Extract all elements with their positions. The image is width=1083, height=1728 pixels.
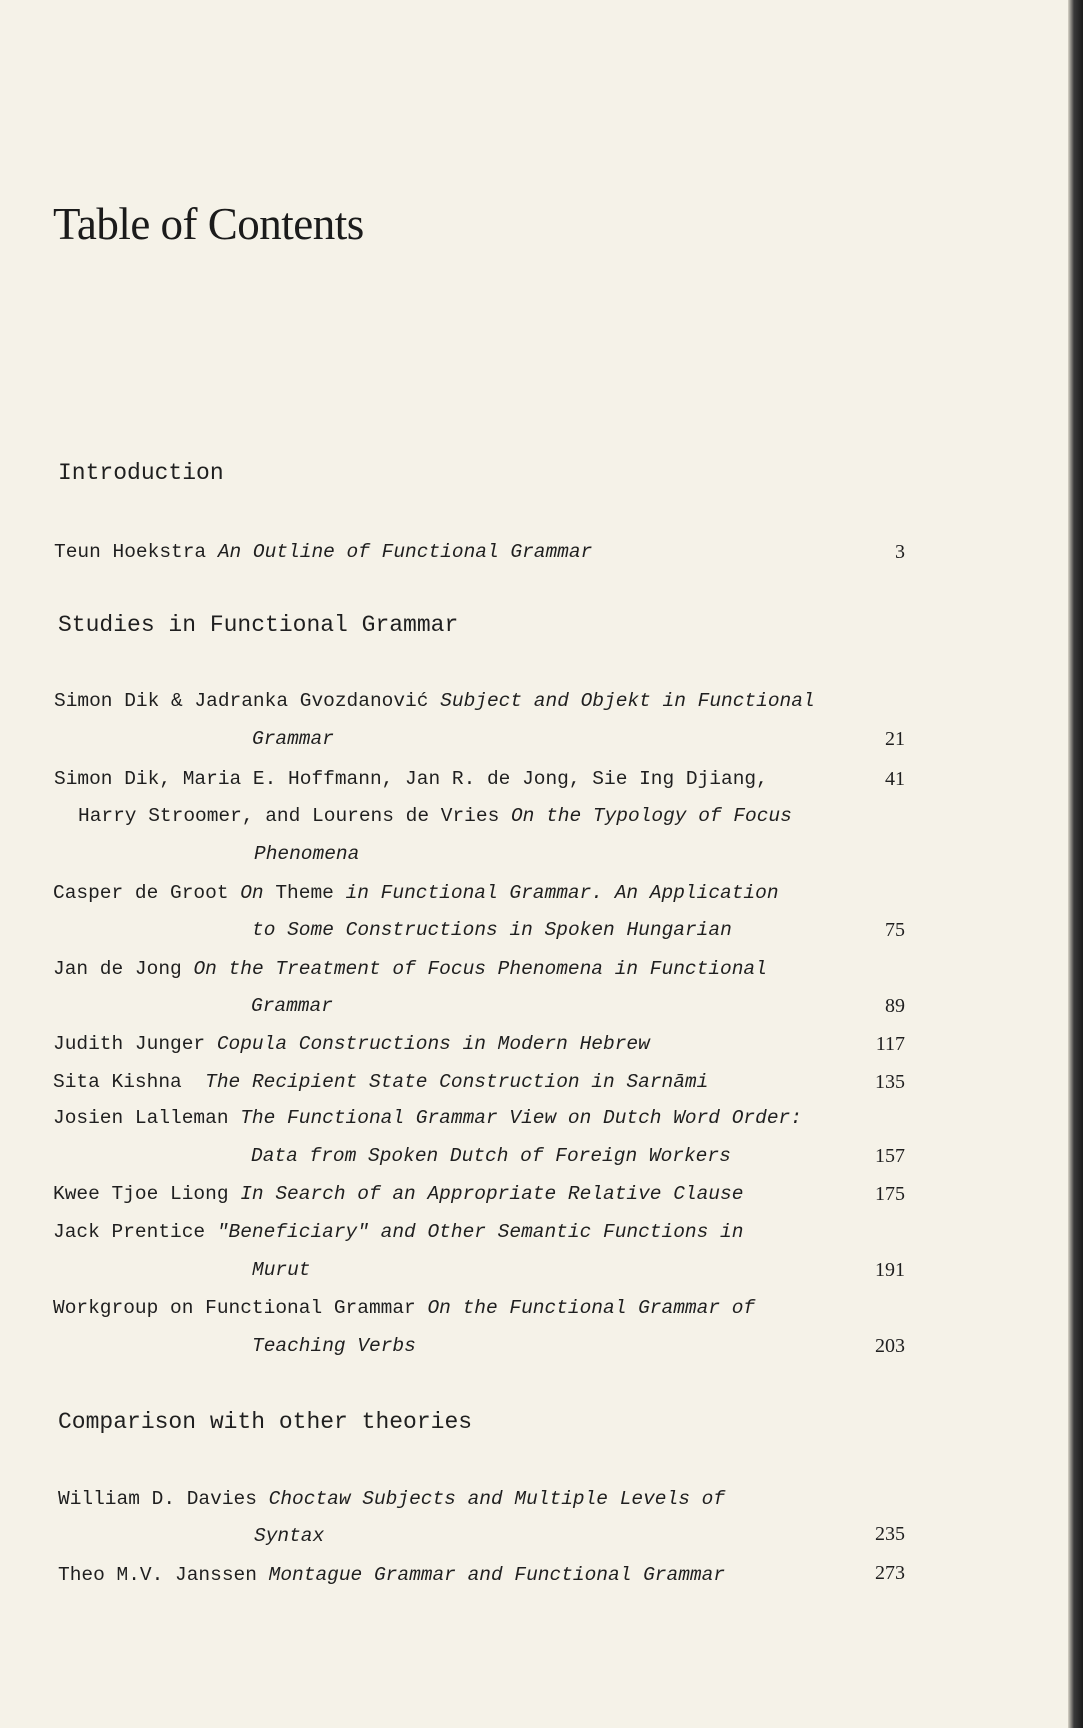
entry-author: Kwee Tjoe Liong [53,1183,229,1205]
entry-title: In Search of an Appropriate Relative Clause [240,1183,744,1205]
entry-page-number: 203 [875,1335,905,1357]
toc-entry [54,690,815,712]
entry-title-continuation: Murut [252,1259,311,1281]
entry-title: in Functional Grammar. An Application [345,882,779,904]
entry-title: Copula Constructions in Modern Hebrew [216,1033,650,1055]
entry-author: Simon Dik & Jadranka Gvozdanović [54,690,429,712]
entry-title-continuation: Syntax [254,1525,325,1547]
entry-page-number: 41 [885,768,905,790]
entry-author: Theo M.V. Janssen [58,1564,257,1586]
entry-author: William D. Davies [58,1488,257,1510]
entry-title: On [240,882,264,904]
toc-entry-authors: Simon Dik, Maria E. Hoffmann, Jan R. de Jong, Sie Ing Djiang, [54,768,768,790]
entry-page-number: 3 [895,541,905,563]
entry-title-continuation: Grammar [251,995,333,1017]
entry-page-number: 135 [875,1071,905,1093]
entry-page-number: 235 [875,1523,905,1545]
toc-entry [53,1071,708,1093]
entry-title: On the Functional Grammar of [427,1297,756,1319]
toc-entry [53,1107,802,1129]
entry-title: Subject and Objekt in Functional [440,690,815,712]
entry-title: Montague Grammar and Functional Grammar [268,1564,726,1586]
entry-title: The Recipient State Construction in Sarnāmi [205,1071,709,1093]
entry-title-continuation: Data from Spoken Dutch of Foreign Workers [251,1145,731,1167]
entry-title-continuation: Grammar [252,728,334,750]
toc-entry [53,1033,650,1055]
entry-title-continuation: to Some Constructions in Spoken Hungarian [252,919,732,941]
section-heading-studies: Studies in Functional Grammar [58,612,459,638]
page-title: Table of Contents [53,199,364,249]
toc-entry [53,1221,743,1243]
toc-entry [58,1488,725,1510]
entry-author: Jack Prentice [53,1221,206,1243]
entry-author: Jan de Jong [53,958,182,980]
entry-author: Teun Hoekstra [54,541,207,563]
entry-author: Casper de Groot [53,882,229,904]
section-heading-comparison: Comparison with other theories [58,1409,473,1435]
entry-page-number: 273 [875,1562,905,1584]
entry-author: Workgroup on Functional Grammar [53,1297,416,1319]
entry-page-number: 157 [875,1145,905,1167]
entry-page-number: 191 [875,1259,905,1281]
entry-page-number: 175 [875,1183,905,1205]
toc-entry [53,1297,755,1319]
entry-author: Judith Junger [53,1033,206,1055]
entry-title-roman: Theme [275,882,334,904]
entry-title: On the Treatment of Focus Phenomena in Functional [193,958,767,980]
entry-author: Harry Stroomer, and Lourens de Vries [78,805,500,827]
entry-title-continuation: Teaching Verbs [252,1335,416,1357]
entry-title: Choctaw Subjects and Multiple Levels of [268,1488,726,1510]
entry-page-number: 89 [885,995,905,1017]
entry-title: An Outline of Functional Grammar [217,541,593,563]
entry-title: On the Typology of Focus [510,805,792,827]
entry-page-number: 75 [885,919,905,941]
toc-entry [54,541,592,563]
section-heading-introduction: Introduction [58,460,224,486]
entry-title: The Functional Grammar View on Dutch Word Order: [240,1107,802,1129]
toc-entry [58,1564,725,1586]
entry-title-continuation: Phenomena [254,843,360,865]
entry-page-number: 21 [885,728,905,750]
toc-entry [53,1183,743,1205]
toc-entry [53,882,779,904]
page-edge-shadow [1068,0,1083,1728]
toc-entry [78,805,792,827]
entry-author: Sita Kishna [53,1071,182,1093]
entry-author: Josien Lalleman [53,1107,229,1129]
toc-entry [53,958,767,980]
entry-title: "Beneficiary" and Other Semantic Functions in [216,1221,744,1243]
entry-page-number: 117 [875,1033,905,1055]
